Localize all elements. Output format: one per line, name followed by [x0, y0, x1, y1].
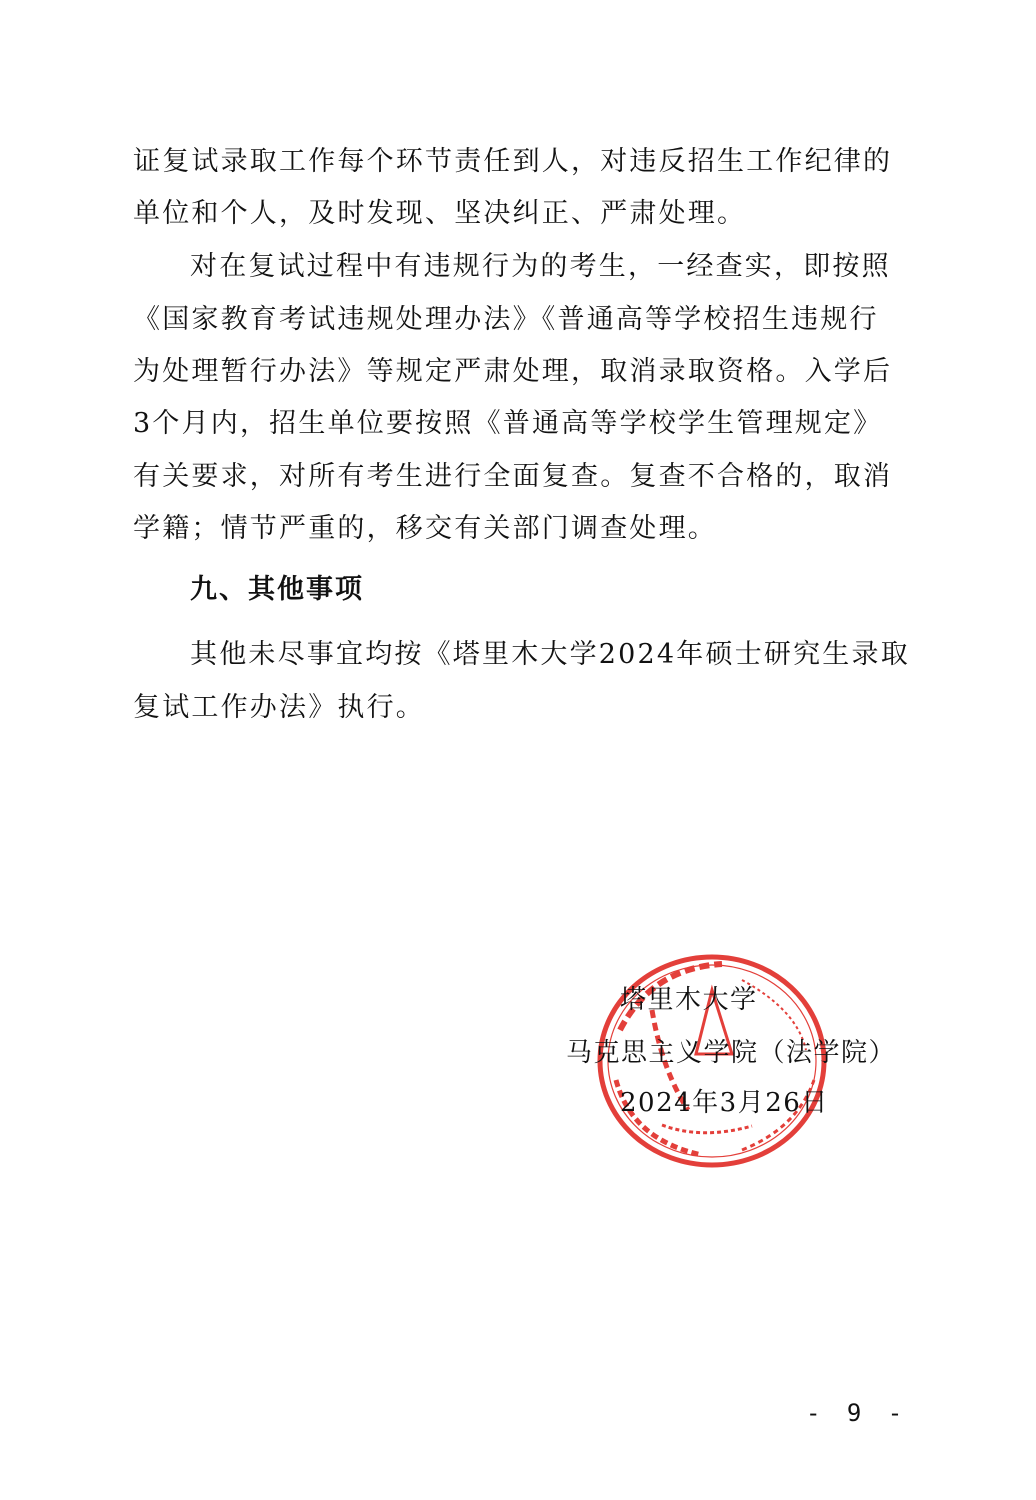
body-line: 证复试录取工作每个环节责任到人，对违反招生工作纪律的 [133, 146, 893, 177]
signature-university: 塔里木大学 [620, 985, 758, 1015]
body-line: 为处理暂行办法》等规定严肃处理，取消录取资格。入学后 [133, 356, 893, 387]
body-line: 《国家教育考试违规处理办法》《普通高等学校招生违规行 [133, 304, 879, 335]
body-line: 其他未尽事宜均按《塔里木大学2024年硕士研究生录取 [190, 639, 910, 670]
body-line: 复试工作办法》执行。 [133, 692, 425, 723]
body-line: 单位和个人，及时发现、坚决纠正、严肃处理。 [133, 198, 747, 229]
signature-college: 马克思主义学院（法学院） [566, 1038, 897, 1068]
signature-date: 2024年3月26日 [620, 1088, 829, 1118]
body-line: 对在复试过程中有违规行为的考生，一经查实，即按照 [190, 251, 891, 282]
body-line: 有关要求，对所有考生进行全面复查。复查不合格的，取消 [133, 461, 893, 492]
body-line: 3个月内，招生单位要按照《普通高等学校学生管理规定》 [133, 408, 883, 439]
body-line: 学籍；情节严重的，移交有关部门调查处理。 [133, 513, 717, 544]
section-heading: 九、其他事项 [190, 574, 364, 605]
page-number: - 9 - [806, 1399, 909, 1427]
